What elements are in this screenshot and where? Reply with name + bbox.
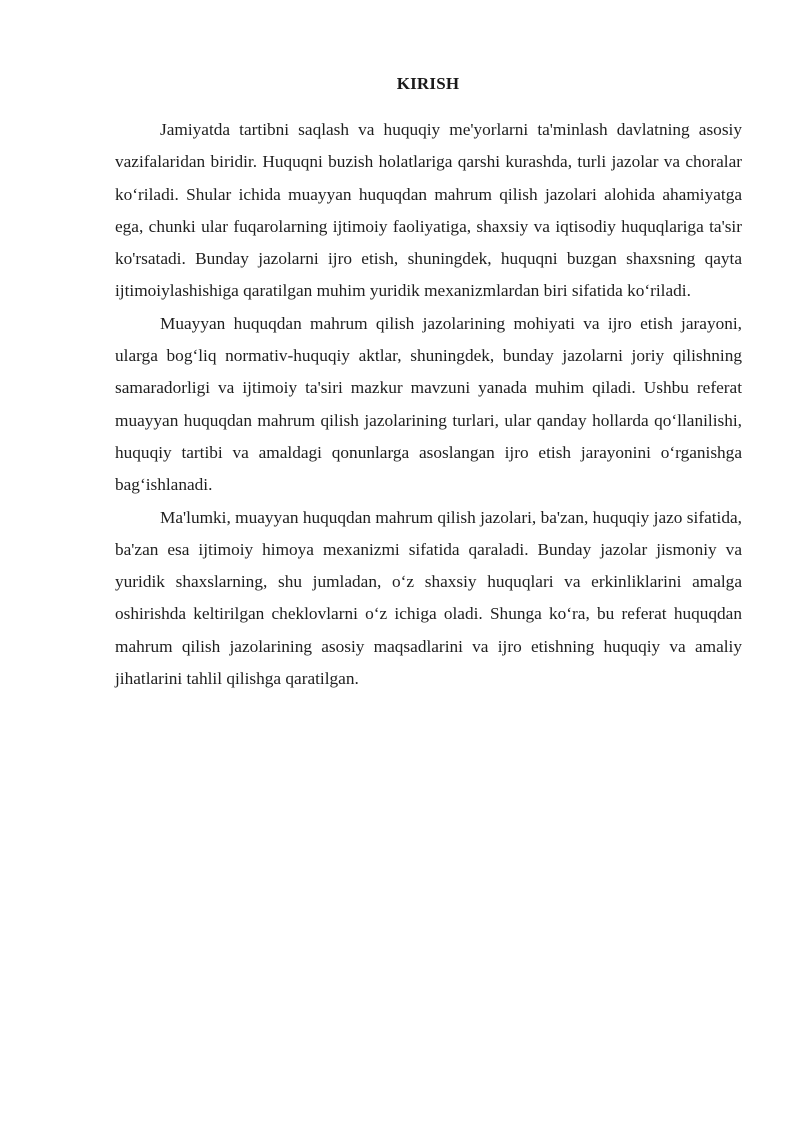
paragraph-2: Muayyan huquqdan mahrum qilish jazolarining mohiyati va ijro etish jarayoni, ularga bog‘liq normativ-huquqiy aktlar, shuningdek, bunday jazolarni joriy qilishning samaradorligi va ijtimoiy ta'siri mazkur mavzuni yanada muhim qiladi. Ushbu referat muayyan huquqdan mahrum qilish jazolarining turlari, ular qanday hollarda qo‘llanilishi, huquqiy tartibi va amaldagi qonunlarga asoslangan ijro etish jarayonini o‘rganishga bag‘ishlanadi. xyxy=(115,313,742,495)
paragraph-1: Jamiyatda tartibni saqlash va huquqiy me'yorlarni ta'minlash davlatning asosiy vazifalaridan biridir. Huquqni buzish holatlariga qarshi kurashda, turli jazolar va choralar ko‘riladi. Shular ichida muayyan huquqdan mahrum qilish jazolari alohida ahamiyatga ega, chunki ular fuqarolarning ijtimoiy faoliyatiga, shaxsiy va iqtisodiy huquqlariga ta'sir ko'rsatadi. Bunday jazolarni ijro etish, shuningdek, huquqni buzgan shaxsning qayta ijtimoiylashishiga qaratilgan muhim yuridik mexanizmlardan biri sifatida ko‘riladi. xyxy=(115,120,742,301)
paragraph-3: Ma'lumki, muayyan huquqdan mahrum qilish jazolari, ba'zan, huquqiy jazo sifatida, ba'zan esa ijtimoiy himoya mexanizmi sifatida qaraladi. Bunday jazolar jismoniy va yuridik shaxslarning, shu jumladan, o‘z shaxsiy huquqlari va erkinliklarini amalga oshirishda keltirilgan cheklovlarni o‘z ichiga oladi. Shunga ko‘ra, bu referat huquqdan mahrum qilish jazolarining asosiy maqsadlarini va ijro etishning huquqiy va amaliy jihatlarini tahlil qilishga qaratilgan. xyxy=(115,507,742,689)
document-body xyxy=(115,114,742,695)
page-title: KIRISH xyxy=(396,74,460,93)
